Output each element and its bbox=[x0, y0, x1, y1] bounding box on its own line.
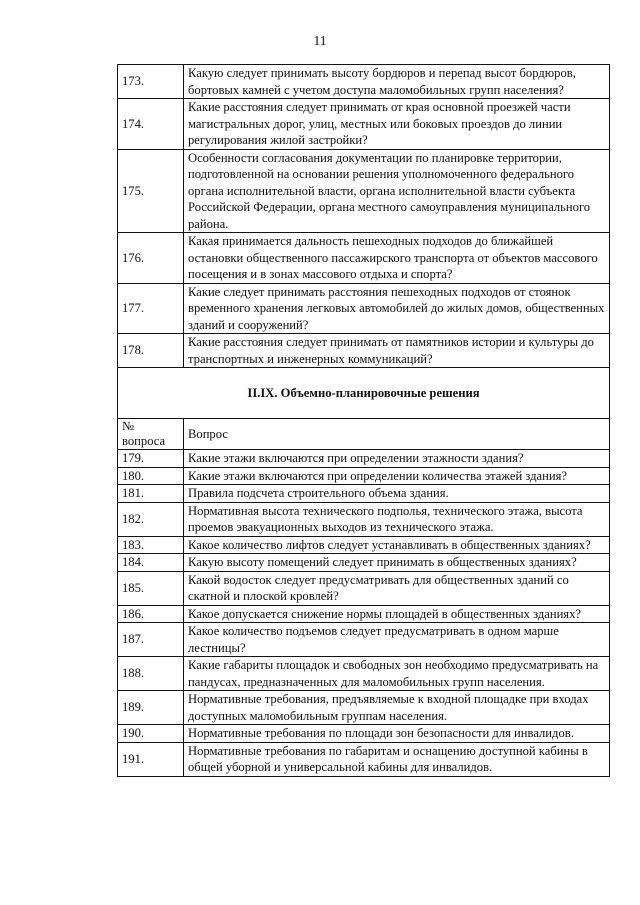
table-row bbox=[118, 450, 610, 468]
table-row bbox=[118, 742, 610, 776]
question-text: Какое количество подъемов следует предусматривать в одном марше лестницы? bbox=[184, 623, 610, 657]
question-text: Какие следует принимать расстояния пешеходных подходов от стоянок временного хранения легковых автомобилей до жилых домов, общественных зданий и сооружений? bbox=[184, 283, 610, 334]
header-number: № вопроса bbox=[118, 419, 184, 450]
question-number: 174. bbox=[118, 99, 184, 150]
table-row bbox=[118, 691, 610, 725]
question-number: 184. bbox=[118, 554, 184, 572]
question-number: 179. bbox=[118, 450, 184, 468]
header-question: Вопрос bbox=[184, 419, 610, 450]
table-row bbox=[118, 467, 610, 485]
section-row bbox=[118, 368, 610, 419]
table-row bbox=[118, 554, 610, 572]
question-number: 181. bbox=[118, 485, 184, 503]
table-row bbox=[118, 485, 610, 503]
question-number: 188. bbox=[118, 657, 184, 691]
question-number: 176. bbox=[118, 233, 184, 284]
question-number: 177. bbox=[118, 283, 184, 334]
question-text: Особенности согласования документации по планировке территории, подготовленной на основании решения уполномоченного федерального органа исполнительной власти, органа исполнительной власти субъекта Российской Федерации, органа местного самоуправления муниципального района. bbox=[184, 149, 610, 233]
question-number: 186. bbox=[118, 605, 184, 623]
question-number: 183. bbox=[118, 536, 184, 554]
table-row bbox=[118, 605, 610, 623]
question-text: Правила подсчета строительного объема здания. bbox=[184, 485, 610, 503]
question-text: Какое допускается снижение нормы площадей в общественных зданиях? bbox=[184, 605, 610, 623]
section-title: II.IX. Объемно-планировочные решения bbox=[118, 368, 610, 419]
question-text: Нормативные требования по габаритам и оснащению доступной кабины в общей уборной и универсальной кабины для инвалидов. bbox=[184, 742, 610, 776]
question-text: Какой водосток следует предусматривать для общественных зданий со скатной и плоской кровлей? bbox=[184, 571, 610, 605]
question-text: Какую высоту помещений следует принимать в общественных зданиях? bbox=[184, 554, 610, 572]
question-text: Какие расстояния следует принимать от края основной проезжей части магистральных дорог, улиц, местных или боковых проездов до линии регулирования жилой застройки? bbox=[184, 99, 610, 150]
table-row bbox=[118, 502, 610, 536]
question-text: Какая принимается дальность пешеходных подходов до ближайшей остановки общественного пассажирского транспорта от объектов массового посещения и в зонах массового отдыха и спорта? bbox=[184, 233, 610, 284]
question-text: Нормативные требования по площади зон безопасности для инвалидов. bbox=[184, 725, 610, 743]
question-text: Какое количество лифтов следует устанавливать в общественных зданиях? bbox=[184, 536, 610, 554]
question-text: Какую следует принимать высоту бордюров и перепад высот бордюров, бортовых камней с учетом доступа маломобильных групп населения? bbox=[184, 65, 610, 99]
question-number: 175. bbox=[118, 149, 184, 233]
table-row bbox=[118, 149, 610, 233]
question-text: Какие этажи включаются при определении количества этажей здания? bbox=[184, 467, 610, 485]
question-text: Какие габариты площадок и свободных зон необходимо предусматривать на пандусах, предназначенных для маломобильных групп населения. bbox=[184, 657, 610, 691]
question-text: Какие этажи включаются при определении этажности здания? bbox=[184, 450, 610, 468]
table-row bbox=[118, 725, 610, 743]
question-number: 173. bbox=[118, 65, 184, 99]
page-number: 11 bbox=[313, 33, 327, 48]
table-row bbox=[118, 99, 610, 150]
question-text: Нормативная высота технического подполья, технического этажа, высота проемов эвакуационных выходов из технического этажа. bbox=[184, 502, 610, 536]
question-number: 187. bbox=[118, 623, 184, 657]
table-row bbox=[118, 65, 610, 99]
question-number: 190. bbox=[118, 725, 184, 743]
table-row bbox=[118, 283, 610, 334]
question-number: 185. bbox=[118, 571, 184, 605]
table-row bbox=[118, 657, 610, 691]
table-row bbox=[118, 623, 610, 657]
table-row bbox=[118, 233, 610, 284]
question-number: 182. bbox=[118, 502, 184, 536]
question-text: Нормативные требования, предъявляемые к входной площадке при входах доступных маломобильным группам населения. bbox=[184, 691, 610, 725]
question-text: Какие расстояния следует принимать от памятников истории и культуры до транспортных и инженерных коммуникаций? bbox=[184, 334, 610, 368]
question-number: 189. bbox=[118, 691, 184, 725]
table-row bbox=[118, 536, 610, 554]
question-number: 178. bbox=[118, 334, 184, 368]
table-row bbox=[118, 334, 610, 368]
questions-table bbox=[117, 64, 610, 777]
table-row bbox=[118, 571, 610, 605]
question-number: 180. bbox=[118, 467, 184, 485]
question-number: 191. bbox=[118, 742, 184, 776]
table-header-row bbox=[118, 419, 610, 450]
